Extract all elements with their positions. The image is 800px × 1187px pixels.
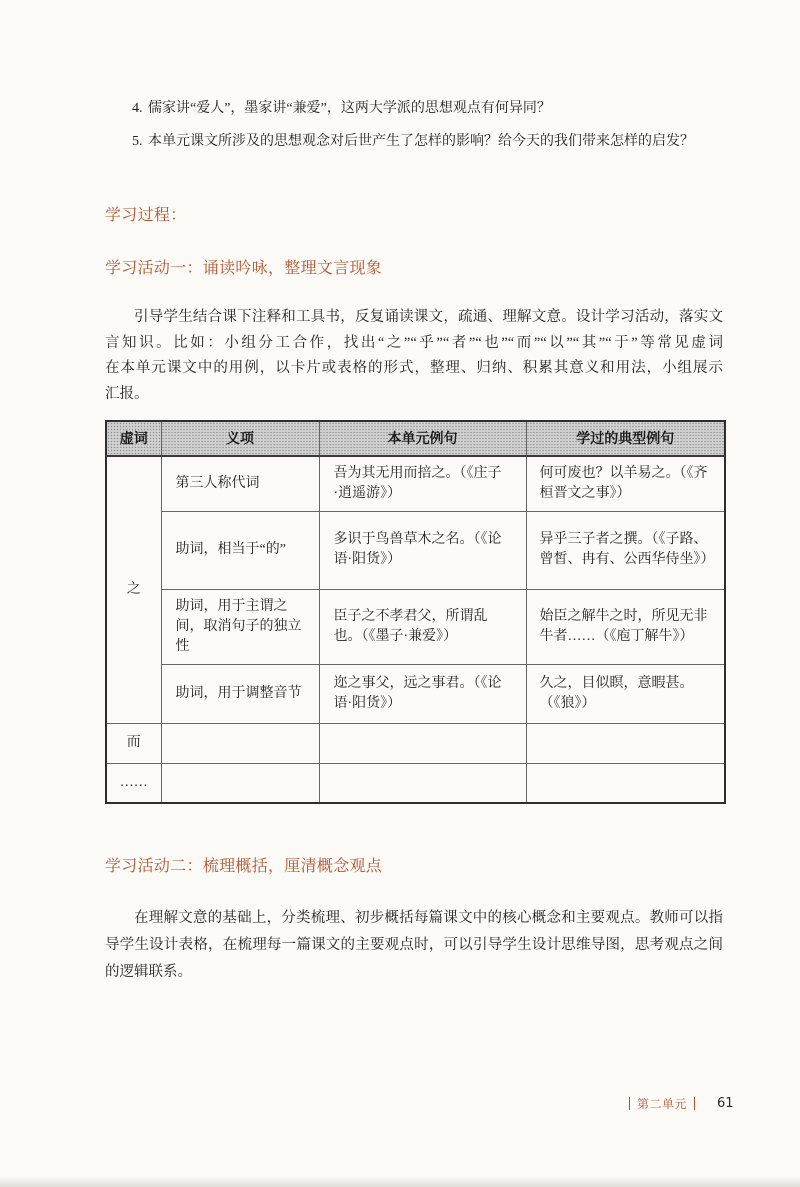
- sense-cell: 助词，相当于“的”: [161, 511, 319, 589]
- empty-cell: [161, 723, 319, 763]
- empty-cell: [526, 723, 725, 763]
- typical-example-cell: 异乎三子者之撰。（《子路、曾皙、冉有、公西华侍坐》）: [526, 511, 725, 589]
- page-footer: [622, 1094, 734, 1112]
- empty-cell: [319, 763, 526, 803]
- footer-separator: [629, 1097, 630, 1110]
- activity-two-title: 学习活动二：梳理概括，厘清概念观点: [105, 856, 383, 875]
- unit-example-cell: 臣子之不孝君父，所谓乱也。（《墨子·兼爱》）: [319, 589, 526, 664]
- paragraph-line: 在本单元课文中的用例，以卡片或表格的形式，整理、归纳、积累其意义和用法，小组展示: [105, 360, 723, 377]
- typical-example-cell: 始臣之解牛之时，所见无非牛者……（《庖丁解牛》）: [526, 589, 725, 664]
- unit-example-cell: 吾为其无用而掊之。（《庄子·逍遥游》）: [319, 456, 526, 511]
- word-cell: 而: [106, 723, 161, 763]
- activity-one-paragraph: [105, 305, 723, 408]
- typical-example-cell: 何可废也？以羊易之。（《齐桓晋文之事》）: [526, 456, 725, 511]
- unit-label: 第二单元: [637, 1096, 688, 1111]
- table-row: [106, 763, 725, 803]
- page-edge-shadow: [0, 1176, 800, 1187]
- question-number: 4.: [132, 101, 143, 116]
- footer-separator: [694, 1097, 695, 1110]
- table-row: [106, 723, 725, 763]
- unit-example-cell: 迩之事父，远之事君。（《论语·阳货》）: [319, 664, 526, 723]
- paragraph-line: 导学生设计表格，在梳理每一篇课文的主要观点时，可以引导学生设计思维导图，思考观点之间: [105, 937, 723, 953]
- header-typical-example: 学过的典型例句: [526, 421, 725, 456]
- table-row: [106, 511, 725, 589]
- paragraph-line: 引导学生结合课下注释和工具书，反复诵读课文，疏通、理解文意。设计学习活动，落实文: [134, 309, 723, 325]
- table-header-row: [106, 421, 725, 456]
- function-word-table: [105, 420, 726, 804]
- table-row: [106, 589, 725, 664]
- header-unit-example: 本单元例句: [319, 421, 526, 456]
- header-sense: 义项: [161, 421, 319, 456]
- paragraph-line: 在理解文意的基础上，分类梳理、初步概括每篇课文中的核心概念和主要观点。教师可以指: [134, 910, 723, 926]
- unit-example-cell: 多识于鸟兽草木之名。（《论语·阳货》）: [319, 511, 526, 589]
- sense-cell: 助词，用于调整音节: [161, 664, 319, 723]
- empty-cell: [526, 763, 725, 803]
- activity-two-paragraph: [105, 905, 723, 986]
- paragraph-line: 汇报。: [105, 386, 149, 403]
- header-word: 虚词: [106, 421, 161, 456]
- word-cell: 之: [106, 456, 161, 723]
- question-item: [132, 92, 772, 125]
- section-title: 学习过程：: [105, 205, 187, 224]
- question-item: [132, 125, 772, 158]
- table-row: [106, 456, 725, 511]
- empty-cell: [161, 763, 319, 803]
- activity-one-title: 学习活动一：诵读吟咏，整理文言现象: [105, 258, 383, 277]
- typical-example-cell: 久之，目似瞑，意暇甚。（《狼》）: [526, 664, 725, 723]
- sense-cell: 助词，用于主谓之间，取消句子的独立性: [161, 589, 319, 664]
- sense-cell: 第三人称代词: [161, 456, 319, 511]
- paragraph-line: 言知识。比如：小组分工合作，找出“之”“乎”“者”“也”“而”“以”“其”“于”等常见虚词: [105, 334, 723, 351]
- question-text: 本单元课文所涉及的思想观念对后世产生了怎样的影响？给今天的我们带来怎样的启发？: [148, 134, 694, 149]
- word-cell: ……: [106, 763, 161, 803]
- discussion-questions: [132, 92, 772, 158]
- table-row: [106, 664, 725, 723]
- page-number: 61: [717, 1095, 734, 1111]
- empty-cell: [319, 723, 526, 763]
- question-text: 儒家讲“爱人”，墨家讲“兼爱”，这两大学派的思想观点有何异同？: [148, 101, 551, 116]
- paragraph-line: 的逻辑联系。: [105, 964, 192, 980]
- question-number: 5.: [132, 134, 143, 149]
